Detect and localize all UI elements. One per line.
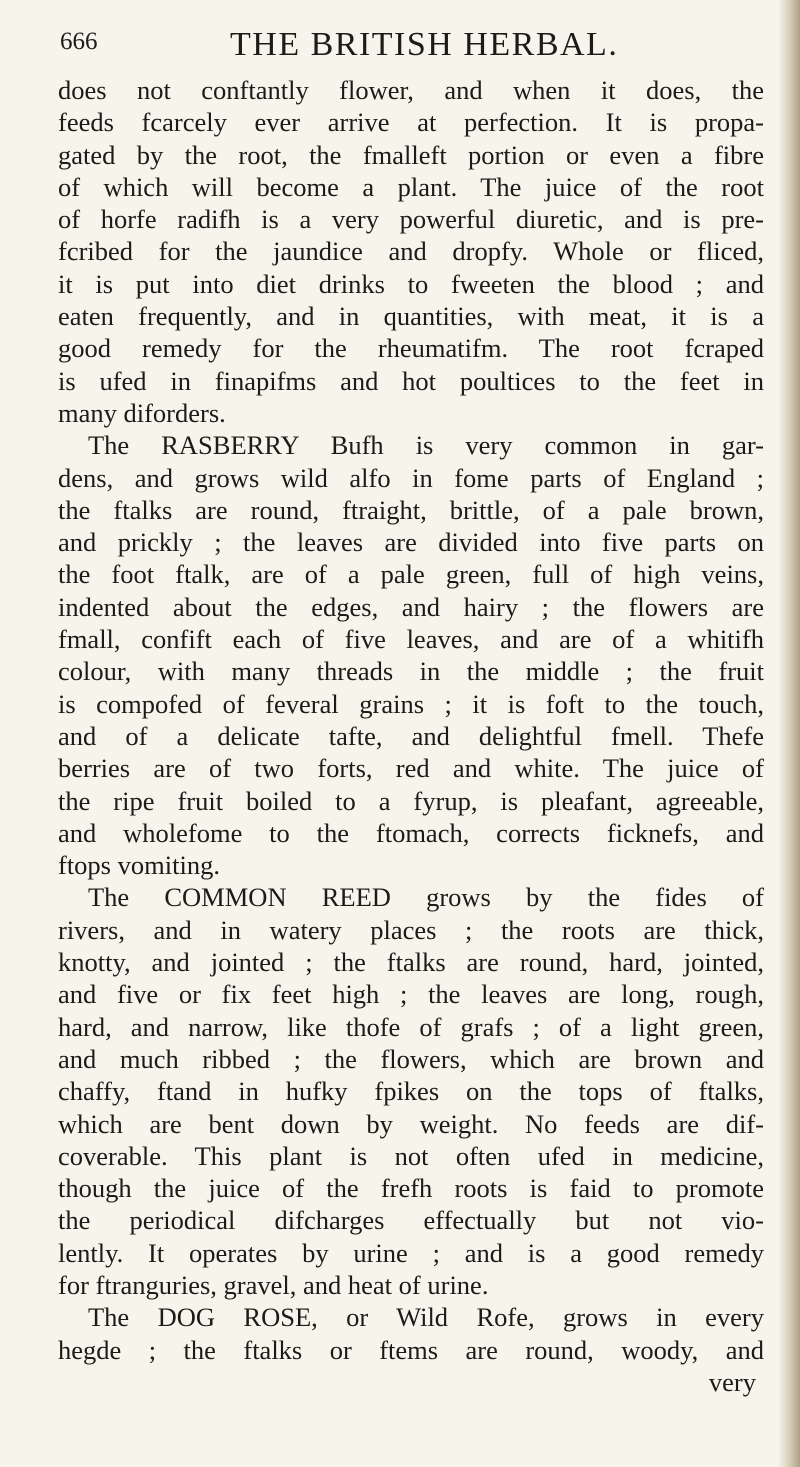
page-edge-shadow [778, 0, 800, 1467]
text-line: indented about the edges, and hairy ; the flowers are [58, 591, 764, 622]
text-line: berries are of two forts, red and white. The juice of [58, 753, 764, 784]
text-line: rivers, and in watery places ; the roots are thick, [58, 914, 764, 945]
text-line: hegde ; the ftalks or ftems are round, woody, and [58, 1334, 764, 1365]
text-line: gated by the root, the fmalleft portion or even a fibre [58, 139, 764, 170]
text-line: and of a delicate tafte, and delightful fmell. Thefe [58, 720, 764, 751]
text-line: the ripe fruit boiled to a fyrup, is pleafant, agreeable, [58, 785, 764, 816]
text-line: coverable. This plant is not often ufed in medicine, [58, 1140, 764, 1171]
text-line: of which will become a plant. The juice of the root [58, 171, 764, 202]
text-line: fmall, confift each of five leaves, and are of a whitifh [58, 624, 764, 655]
page-header [60, 26, 740, 66]
text-line: lently. It operates by urine ; and is a good remedy [58, 1237, 764, 1268]
catchword: very [708, 1366, 756, 1397]
text-line: ftops vomiting. [58, 850, 220, 881]
text-line: hard, and narrow, like thofe of grafs ; of a light green, [58, 1011, 764, 1042]
text-line: good remedy for the rheumatifm. The root fcraped [58, 333, 764, 364]
body-text [58, 74, 764, 1398]
text-line: dens, and grows wild alfo in fome parts of England ; [58, 462, 764, 493]
text-line: though the juice of the frefh roots is faid to promote [58, 1173, 764, 1204]
running-head: THE BRITISH HERBAL. [230, 26, 619, 63]
text-line: chaffy, ftand in hufky fpikes on the tops of ftalks, [58, 1076, 764, 1107]
text-line: the ftalks are round, ftraight, brittle, of a pale brown, [58, 494, 764, 525]
paragraph-start-common-reed: The COMMON REED grows by the fides of [88, 882, 764, 913]
text-line: does not conftantly flower, and when it does, the [58, 75, 764, 105]
text-line: knotty, and jointed ; the ftalks are round, hard, jointed, [58, 947, 764, 978]
text-line: and wholefome to the ftomach, corrects ficknefs, and [58, 817, 764, 848]
text-line: is ufed in finapifms and hot poultices to the feet in [58, 365, 764, 396]
text-line: feeds fcarcely ever arrive at perfection. It is propa- [58, 107, 764, 138]
text-line: many diforders. [58, 397, 226, 428]
page-number: 666 [60, 28, 98, 55]
text-line: and prickly ; the leaves are divided into five parts on [58, 527, 764, 558]
text-line: which are bent down by weight. No feeds are dif- [58, 1108, 764, 1139]
text-line: and much ribbed ; the flowers, which are brown and [58, 1043, 764, 1074]
text-line: fcribed for the jaundice and dropfy. Whole or fliced, [58, 236, 764, 267]
text-line: the periodical difcharges effectually but not vio- [58, 1205, 764, 1236]
paragraph-start-dog-rose: The DOG ROSE, or Wild Rofe, grows in every [88, 1302, 764, 1333]
text-line: it is put into diet drinks to fweeten the blood ; and [58, 268, 764, 299]
text-line: is compofed of feveral grains ; it is foft to the touch, [58, 688, 764, 719]
text-line: for ftranguries, gravel, and heat of urine. [58, 1269, 489, 1300]
text-line: of horfe radifh is a very powerful diuretic, and is pre- [58, 204, 764, 235]
text-line: colour, with many threads in the middle ; the fruit [58, 656, 764, 687]
paragraph-start-rasberry: The RASBERRY Bufh is very common in gar- [88, 430, 764, 461]
text-line: the foot ftalk, are of a pale green, full of high veins, [58, 559, 764, 590]
text-line: and five or fix feet high ; the leaves are long, rough, [58, 979, 764, 1010]
text-line: eaten frequently, and in quantities, with meat, it is a [58, 301, 764, 332]
